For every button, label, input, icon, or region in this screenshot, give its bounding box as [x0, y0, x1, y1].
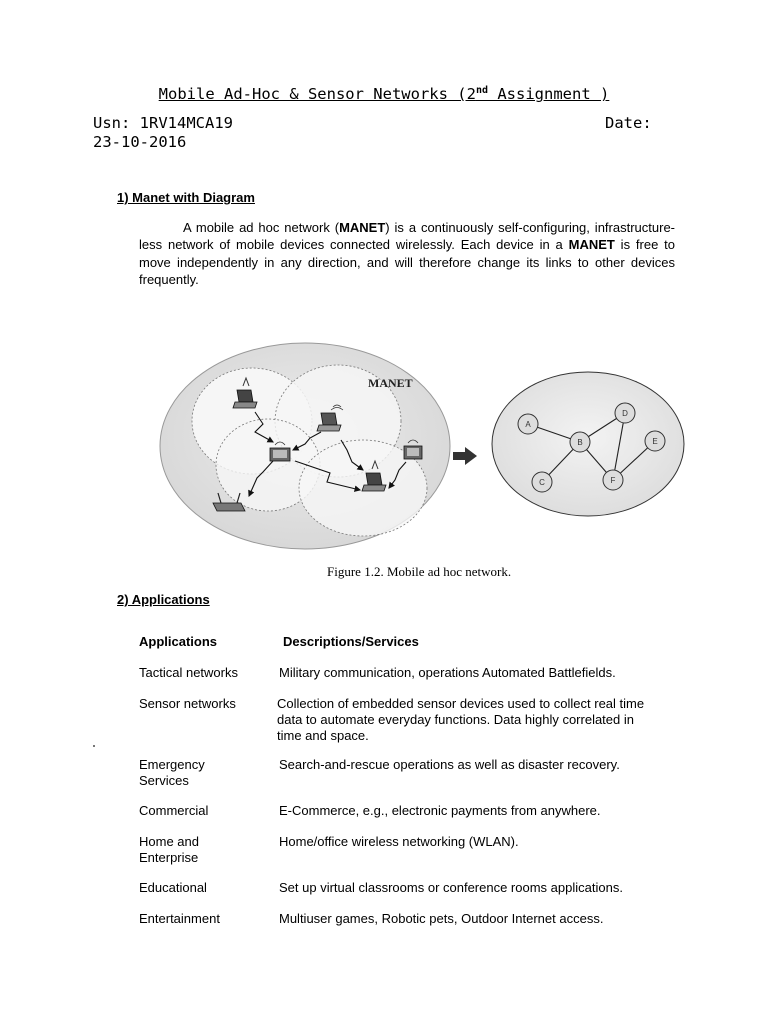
section-heading-manet: 1) Manet with Diagram	[117, 190, 255, 205]
topology-node	[603, 470, 623, 490]
node-label: C	[539, 478, 545, 487]
application-cell: Emergency Services	[139, 757, 205, 788]
application-cell: Educational	[139, 880, 207, 895]
topology-node	[518, 414, 538, 434]
manet-label: MANET	[368, 376, 413, 390]
application-cell: Tactical networks	[139, 665, 238, 680]
description-cell: Collection of embedded sensor devices used to collect real time data to automate everyday functions. Data highly correlated in time and space.	[277, 696, 645, 743]
description-cell: Search-and-rescue operations as well as disaster recovery.	[279, 757, 620, 772]
topology-node	[570, 432, 590, 452]
usn-label: Usn: 1RV14MCA19	[93, 114, 233, 132]
date-value: 23-10-2016	[93, 133, 187, 151]
description-cell: Military communication, operations Automated Battlefields.	[279, 665, 616, 680]
description-cell: Home/office wireless networking (WLAN).	[279, 834, 519, 849]
node-label: A	[525, 420, 531, 429]
application-cell: Sensor networks	[139, 696, 236, 711]
manet-figure	[155, 338, 690, 583]
node-label: B	[577, 438, 583, 447]
topology-node	[615, 403, 635, 423]
application-cell: Home and Enterprise	[139, 834, 199, 865]
description-cell: E-Commerce, e.g., electronic payments from anywhere.	[279, 803, 601, 818]
node-label: D	[622, 409, 628, 418]
topology-node	[645, 431, 665, 451]
topology-node	[532, 472, 552, 492]
figure-caption: Figure 1.2. Mobile ad hoc network.	[327, 564, 512, 579]
date-label: Date:	[605, 114, 652, 132]
node-label: E	[652, 437, 658, 446]
description-cell: Set up virtual classrooms or conference rooms applications.	[279, 880, 623, 895]
column-header: Applications	[139, 634, 218, 649]
description-cell: Multiuser games, Robotic pets, Outdoor Internet access.	[279, 911, 604, 926]
application-cell: Commercial	[139, 803, 209, 818]
node-label: F	[610, 476, 616, 485]
stray-mark	[93, 745, 95, 747]
column-header: Descriptions/Services	[283, 634, 419, 649]
manet-paragraph: A mobile ad hoc network (MANET) is a continuously self-configuring, infrastructure-less network of mobile devices connected wirelessly. Each device in a MANET is free to move independently in any direction, and will therefore change its links to other devices frequently.	[139, 220, 675, 287]
application-cell: Entertainment	[139, 911, 220, 926]
page-title: Mobile Ad-Hoc & Sensor Networks (2nd Assignment )	[158, 85, 610, 104]
arrow-right-icon	[453, 447, 477, 465]
section-heading-applications: 2) Applications	[117, 592, 210, 607]
